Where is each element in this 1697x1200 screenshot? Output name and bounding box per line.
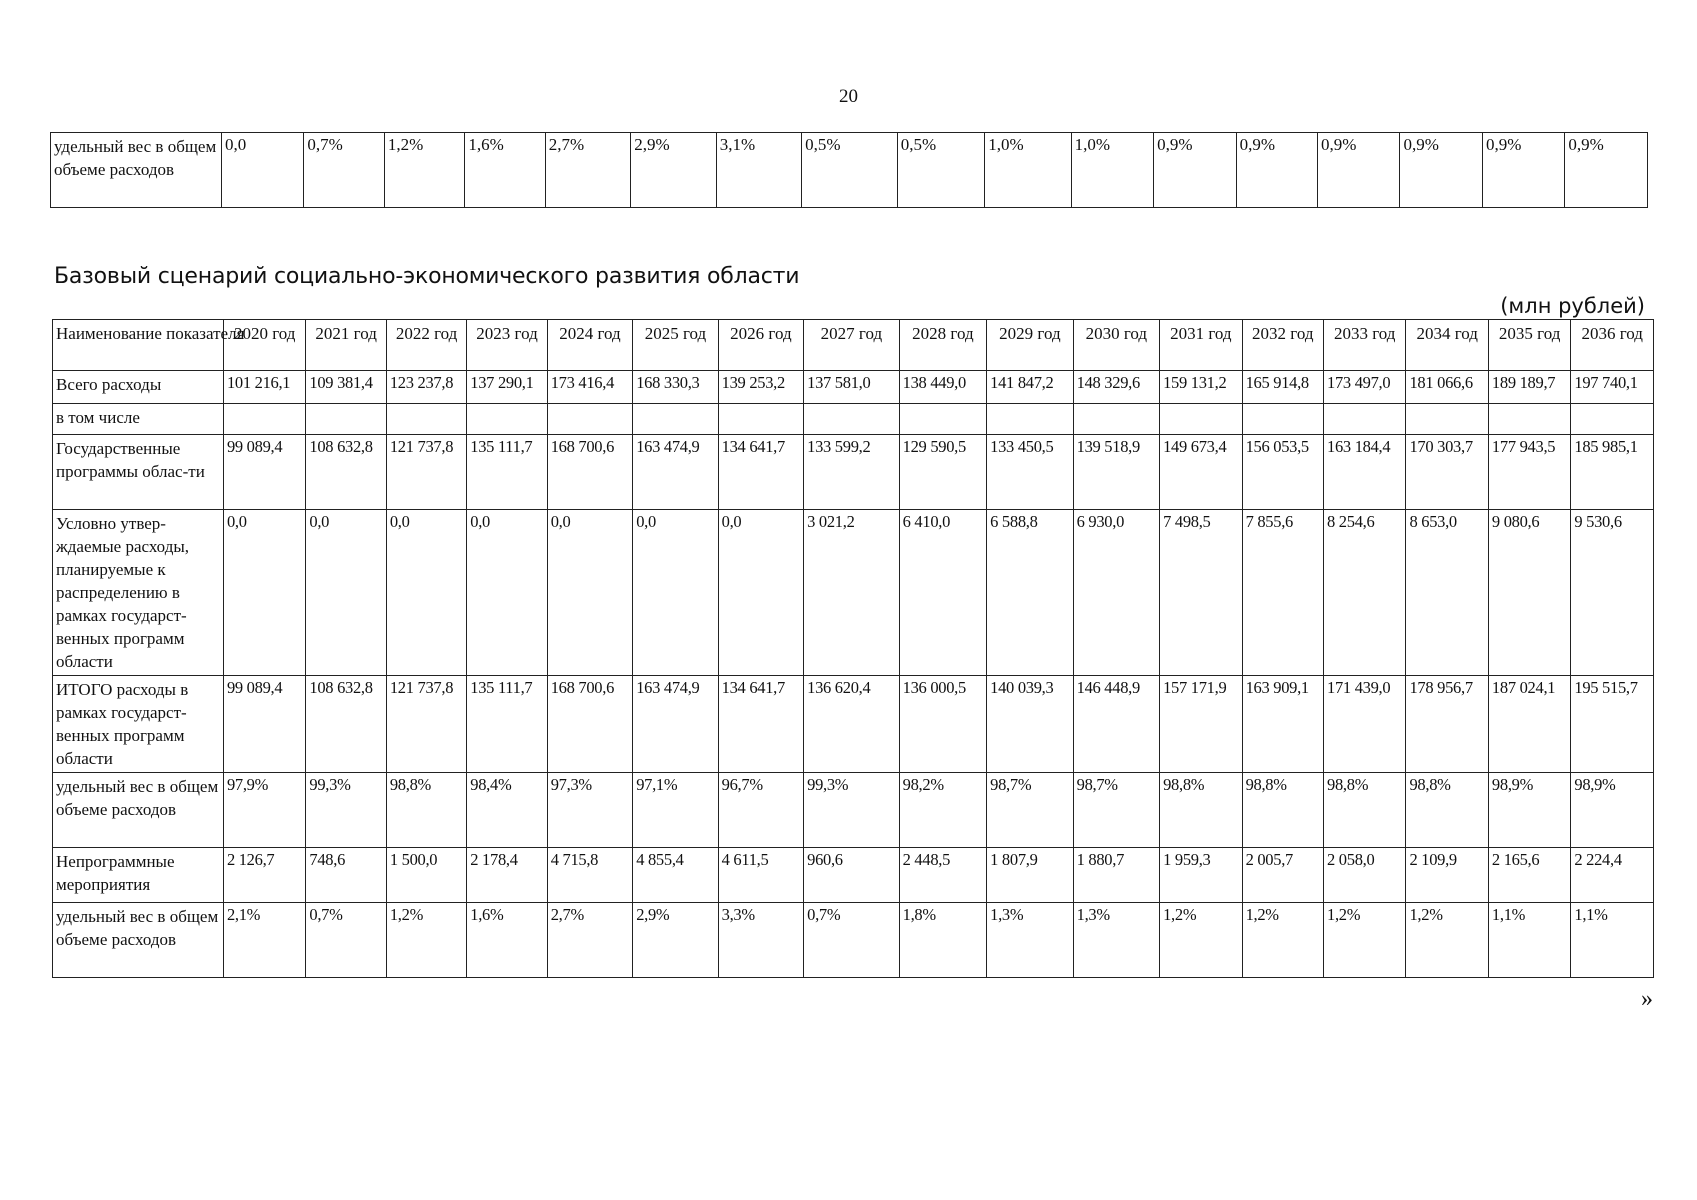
table-cell: 156 053,5 bbox=[1242, 435, 1323, 510]
table-cell: 163 909,1 bbox=[1242, 676, 1323, 773]
row-label: Непрограммные мероприятия bbox=[53, 848, 224, 903]
header-row bbox=[53, 320, 1654, 371]
table-cell bbox=[306, 404, 386, 435]
table-cell: 6 930,0 bbox=[1073, 510, 1159, 676]
table-cell: 135 111,7 bbox=[467, 676, 547, 773]
table-cell: 1,1% bbox=[1488, 903, 1570, 978]
table-cell bbox=[547, 404, 632, 435]
table-cell: 0,0 bbox=[221, 133, 303, 208]
table-cell: 163 184,4 bbox=[1324, 435, 1406, 510]
column-header-year: 2033 год bbox=[1324, 320, 1406, 371]
table-cell: 2 178,4 bbox=[467, 848, 547, 903]
table-cell bbox=[804, 404, 900, 435]
table-cell: 0,0 bbox=[306, 510, 386, 676]
table-cell: 178 956,7 bbox=[1406, 676, 1488, 773]
row-label: ИТОГО расходы в рамках государст-венных программ области bbox=[53, 676, 224, 773]
section-title: Базовый сценарий социально-экономического развития области bbox=[54, 264, 800, 289]
table-cell: 1,2% bbox=[1406, 903, 1488, 978]
table-cell: 146 448,9 bbox=[1073, 676, 1159, 773]
table-cell bbox=[899, 404, 986, 435]
table-cell: 1,3% bbox=[1073, 903, 1159, 978]
table-cell: 1 500,0 bbox=[386, 848, 466, 903]
table-cell: 2 005,7 bbox=[1242, 848, 1323, 903]
table-cell: 99 089,4 bbox=[223, 676, 305, 773]
column-header-year: 2032 год bbox=[1242, 320, 1323, 371]
table-row bbox=[53, 773, 1654, 848]
table-cell: 1,2% bbox=[1160, 903, 1242, 978]
table-cell: 149 673,4 bbox=[1160, 435, 1242, 510]
column-header-year: 2026 год bbox=[718, 320, 803, 371]
table-cell: 98,8% bbox=[1160, 773, 1242, 848]
table-cell: 1,8% bbox=[899, 903, 986, 978]
column-header-year: 2021 год bbox=[306, 320, 386, 371]
table-cell: 121 737,8 bbox=[386, 435, 466, 510]
table-cell: 1 959,3 bbox=[1160, 848, 1242, 903]
table-cell: 9 530,6 bbox=[1571, 510, 1654, 676]
table-cell: 1 807,9 bbox=[987, 848, 1073, 903]
row-label: Всего расходы bbox=[53, 371, 224, 404]
table-cell: 0,5% bbox=[802, 133, 898, 208]
table-cell bbox=[1242, 404, 1323, 435]
table-cell: 97,1% bbox=[633, 773, 718, 848]
table-cell: 157 171,9 bbox=[1160, 676, 1242, 773]
table-cell: 97,3% bbox=[547, 773, 632, 848]
table-cell: 1,6% bbox=[467, 903, 547, 978]
table-cell: 99 089,4 bbox=[223, 435, 305, 510]
table-cell: 189 189,7 bbox=[1488, 371, 1570, 404]
table-cell: 6 588,8 bbox=[987, 510, 1073, 676]
table-cell: 1,2% bbox=[1242, 903, 1323, 978]
table-cell: 1,6% bbox=[465, 133, 545, 208]
table-cell: 98,2% bbox=[899, 773, 986, 848]
table-cell: 173 497,0 bbox=[1324, 371, 1406, 404]
column-header-label: Наименование показателя bbox=[53, 320, 224, 371]
table-cell: 1,0% bbox=[1071, 133, 1153, 208]
table-cell: 168 330,3 bbox=[633, 371, 718, 404]
table-cell bbox=[1324, 404, 1406, 435]
row-label: удельный вес в общем объеме расходов bbox=[51, 133, 222, 208]
table-cell: 187 024,1 bbox=[1488, 676, 1570, 773]
table-cell: 1,3% bbox=[987, 903, 1073, 978]
page-number: 20 bbox=[839, 86, 858, 107]
table-row bbox=[53, 404, 1654, 435]
table-row bbox=[53, 903, 1654, 978]
table-cell: 148 329,6 bbox=[1073, 371, 1159, 404]
table-cell: 0,5% bbox=[897, 133, 984, 208]
table-cell: 133 450,5 bbox=[987, 435, 1073, 510]
table-cell: 1,2% bbox=[386, 903, 466, 978]
table-cell: 97,9% bbox=[223, 773, 305, 848]
table-cell: 4 715,8 bbox=[547, 848, 632, 903]
column-header-year: 2036 год bbox=[1571, 320, 1654, 371]
table-cell: 2 109,9 bbox=[1406, 848, 1488, 903]
table-cell: 98,9% bbox=[1488, 773, 1570, 848]
row-label: удельный вес в общем объеме расходов bbox=[53, 773, 224, 848]
table-cell: 138 449,0 bbox=[899, 371, 986, 404]
table-cell: 195 515,7 bbox=[1571, 676, 1654, 773]
table-cell: 141 847,2 bbox=[987, 371, 1073, 404]
table-cell: 98,8% bbox=[386, 773, 466, 848]
table-cell: 7 498,5 bbox=[1160, 510, 1242, 676]
table-cell: 0,7% bbox=[304, 133, 384, 208]
table-cell: 136 620,4 bbox=[804, 676, 900, 773]
table-cell: 3 021,2 bbox=[804, 510, 900, 676]
column-header-year: 2020 год bbox=[223, 320, 305, 371]
column-header-year: 2035 год bbox=[1488, 320, 1570, 371]
table-cell: 0,9% bbox=[1154, 133, 1236, 208]
table-cell: 0,0 bbox=[467, 510, 547, 676]
table-cell: 1,0% bbox=[985, 133, 1071, 208]
row-label: в том числе bbox=[53, 404, 224, 435]
units-label: (млн рублей) bbox=[1500, 294, 1645, 318]
table-cell: 99,3% bbox=[306, 773, 386, 848]
column-header-year: 2031 год bbox=[1160, 320, 1242, 371]
table-cell: 1,2% bbox=[384, 133, 464, 208]
row-label: Условно утвер-ждаемые расходы, планируемые к распределению в рамках государст-венных программ области bbox=[53, 510, 224, 676]
table-cell: 0,9% bbox=[1236, 133, 1317, 208]
table-cell: 0,0 bbox=[547, 510, 632, 676]
table-cell bbox=[386, 404, 466, 435]
table-cell: 159 131,2 bbox=[1160, 371, 1242, 404]
table-cell: 3,3% bbox=[718, 903, 803, 978]
table-cell: 134 641,7 bbox=[718, 435, 803, 510]
table-cell: 135 111,7 bbox=[467, 435, 547, 510]
table-cell: 163 474,9 bbox=[633, 435, 718, 510]
table-cell: 0,7% bbox=[804, 903, 900, 978]
table-cell: 0,7% bbox=[306, 903, 386, 978]
column-header-year: 2034 год bbox=[1406, 320, 1488, 371]
table-cell: 2 058,0 bbox=[1324, 848, 1406, 903]
table-cell: 0,9% bbox=[1565, 133, 1648, 208]
table-row bbox=[53, 435, 1654, 510]
table-cell: 1,2% bbox=[1324, 903, 1406, 978]
table-cell bbox=[633, 404, 718, 435]
table-cell: 109 381,4 bbox=[306, 371, 386, 404]
table-cell: 98,9% bbox=[1571, 773, 1654, 848]
column-header-year: 2023 год bbox=[467, 320, 547, 371]
table-cell: 960,6 bbox=[804, 848, 900, 903]
table-row bbox=[53, 676, 1654, 773]
table-cell: 163 474,9 bbox=[633, 676, 718, 773]
table-cell: 139 253,2 bbox=[718, 371, 803, 404]
table-cell: 98,7% bbox=[1073, 773, 1159, 848]
table-cell: 2 224,4 bbox=[1571, 848, 1654, 903]
table-cell bbox=[1571, 404, 1654, 435]
table-cell: 3,1% bbox=[716, 133, 801, 208]
table-cell: 171 439,0 bbox=[1324, 676, 1406, 773]
table-cell: 2,7% bbox=[545, 133, 630, 208]
table-cell: 1 880,7 bbox=[1073, 848, 1159, 903]
table-cell: 139 518,9 bbox=[1073, 435, 1159, 510]
table-cell: 185 985,1 bbox=[1571, 435, 1654, 510]
table-cell: 133 599,2 bbox=[804, 435, 900, 510]
column-header-year: 2025 год bbox=[633, 320, 718, 371]
column-header-year: 2024 год bbox=[547, 320, 632, 371]
column-header-year: 2028 год bbox=[899, 320, 986, 371]
table-cell: 2,1% bbox=[223, 903, 305, 978]
table-cell: 121 737,8 bbox=[386, 676, 466, 773]
table-cell: 2,9% bbox=[631, 133, 716, 208]
table-cell: 98,8% bbox=[1406, 773, 1488, 848]
table-cell: 170 303,7 bbox=[1406, 435, 1488, 510]
table-cell: 168 700,6 bbox=[547, 676, 632, 773]
table-cell: 173 416,4 bbox=[547, 371, 632, 404]
table-cell: 4 611,5 bbox=[718, 848, 803, 903]
table-cell: 7 855,6 bbox=[1242, 510, 1323, 676]
table-cell: 2 448,5 bbox=[899, 848, 986, 903]
table-cell: 108 632,8 bbox=[306, 676, 386, 773]
column-header-year: 2027 год bbox=[804, 320, 900, 371]
table-cell: 2 126,7 bbox=[223, 848, 305, 903]
table-cell: 197 740,1 bbox=[1571, 371, 1654, 404]
table-cell: 0,9% bbox=[1482, 133, 1564, 208]
table-cell: 137 290,1 bbox=[467, 371, 547, 404]
table-cell: 2 165,6 bbox=[1488, 848, 1570, 903]
table-cell: 134 641,7 bbox=[718, 676, 803, 773]
closing-quote: » bbox=[1641, 986, 1653, 1012]
table-cell bbox=[223, 404, 305, 435]
table-cell: 9 080,6 bbox=[1488, 510, 1570, 676]
table-cell bbox=[987, 404, 1073, 435]
table-cell: 177 943,5 bbox=[1488, 435, 1570, 510]
table-cell: 2,7% bbox=[547, 903, 632, 978]
table-cell: 136 000,5 bbox=[899, 676, 986, 773]
table-cell: 101 216,1 bbox=[223, 371, 305, 404]
table-cell: 181 066,6 bbox=[1406, 371, 1488, 404]
table-row bbox=[53, 371, 1654, 404]
table-cell: 96,7% bbox=[718, 773, 803, 848]
table-cell: 108 632,8 bbox=[306, 435, 386, 510]
table-cell: 2,9% bbox=[633, 903, 718, 978]
table-cell: 6 410,0 bbox=[899, 510, 986, 676]
table-row bbox=[53, 510, 1654, 676]
table-row bbox=[53, 848, 1654, 903]
table-cell: 99,3% bbox=[804, 773, 900, 848]
table-cell bbox=[1160, 404, 1242, 435]
table-cell: 0,9% bbox=[1400, 133, 1482, 208]
table-cell: 98,8% bbox=[1324, 773, 1406, 848]
table-cell: 98,4% bbox=[467, 773, 547, 848]
table-cell: 0,9% bbox=[1318, 133, 1400, 208]
column-header-year: 2022 год bbox=[386, 320, 466, 371]
column-header-year: 2029 год bbox=[987, 320, 1073, 371]
row-label: удельный вес в общем объеме расходов bbox=[53, 903, 224, 978]
table-cell bbox=[718, 404, 803, 435]
table-cell bbox=[467, 404, 547, 435]
table-cell: 748,6 bbox=[306, 848, 386, 903]
table-cell: 1,1% bbox=[1571, 903, 1654, 978]
table-cell: 0,0 bbox=[718, 510, 803, 676]
main-table bbox=[52, 319, 1654, 978]
row-label: Государственные программы облас-ти bbox=[53, 435, 224, 510]
table-row bbox=[51, 133, 1648, 208]
table-cell: 8 254,6 bbox=[1324, 510, 1406, 676]
table-cell: 165 914,8 bbox=[1242, 371, 1323, 404]
table-cell: 98,7% bbox=[987, 773, 1073, 848]
table-cell: 0,0 bbox=[386, 510, 466, 676]
table-cell: 137 581,0 bbox=[804, 371, 900, 404]
table-cell: 0,0 bbox=[223, 510, 305, 676]
table-cell: 98,8% bbox=[1242, 773, 1323, 848]
table-cell bbox=[1073, 404, 1159, 435]
column-header-year: 2030 год bbox=[1073, 320, 1159, 371]
table-cell bbox=[1406, 404, 1488, 435]
table-cell: 129 590,5 bbox=[899, 435, 986, 510]
table-cell: 168 700,6 bbox=[547, 435, 632, 510]
table-cell: 8 653,0 bbox=[1406, 510, 1488, 676]
table-cell bbox=[1488, 404, 1570, 435]
table-cell: 4 855,4 bbox=[633, 848, 718, 903]
table-cell: 140 039,3 bbox=[987, 676, 1073, 773]
table-cell: 0,0 bbox=[633, 510, 718, 676]
table-cell: 123 237,8 bbox=[386, 371, 466, 404]
top-table bbox=[50, 132, 1648, 208]
